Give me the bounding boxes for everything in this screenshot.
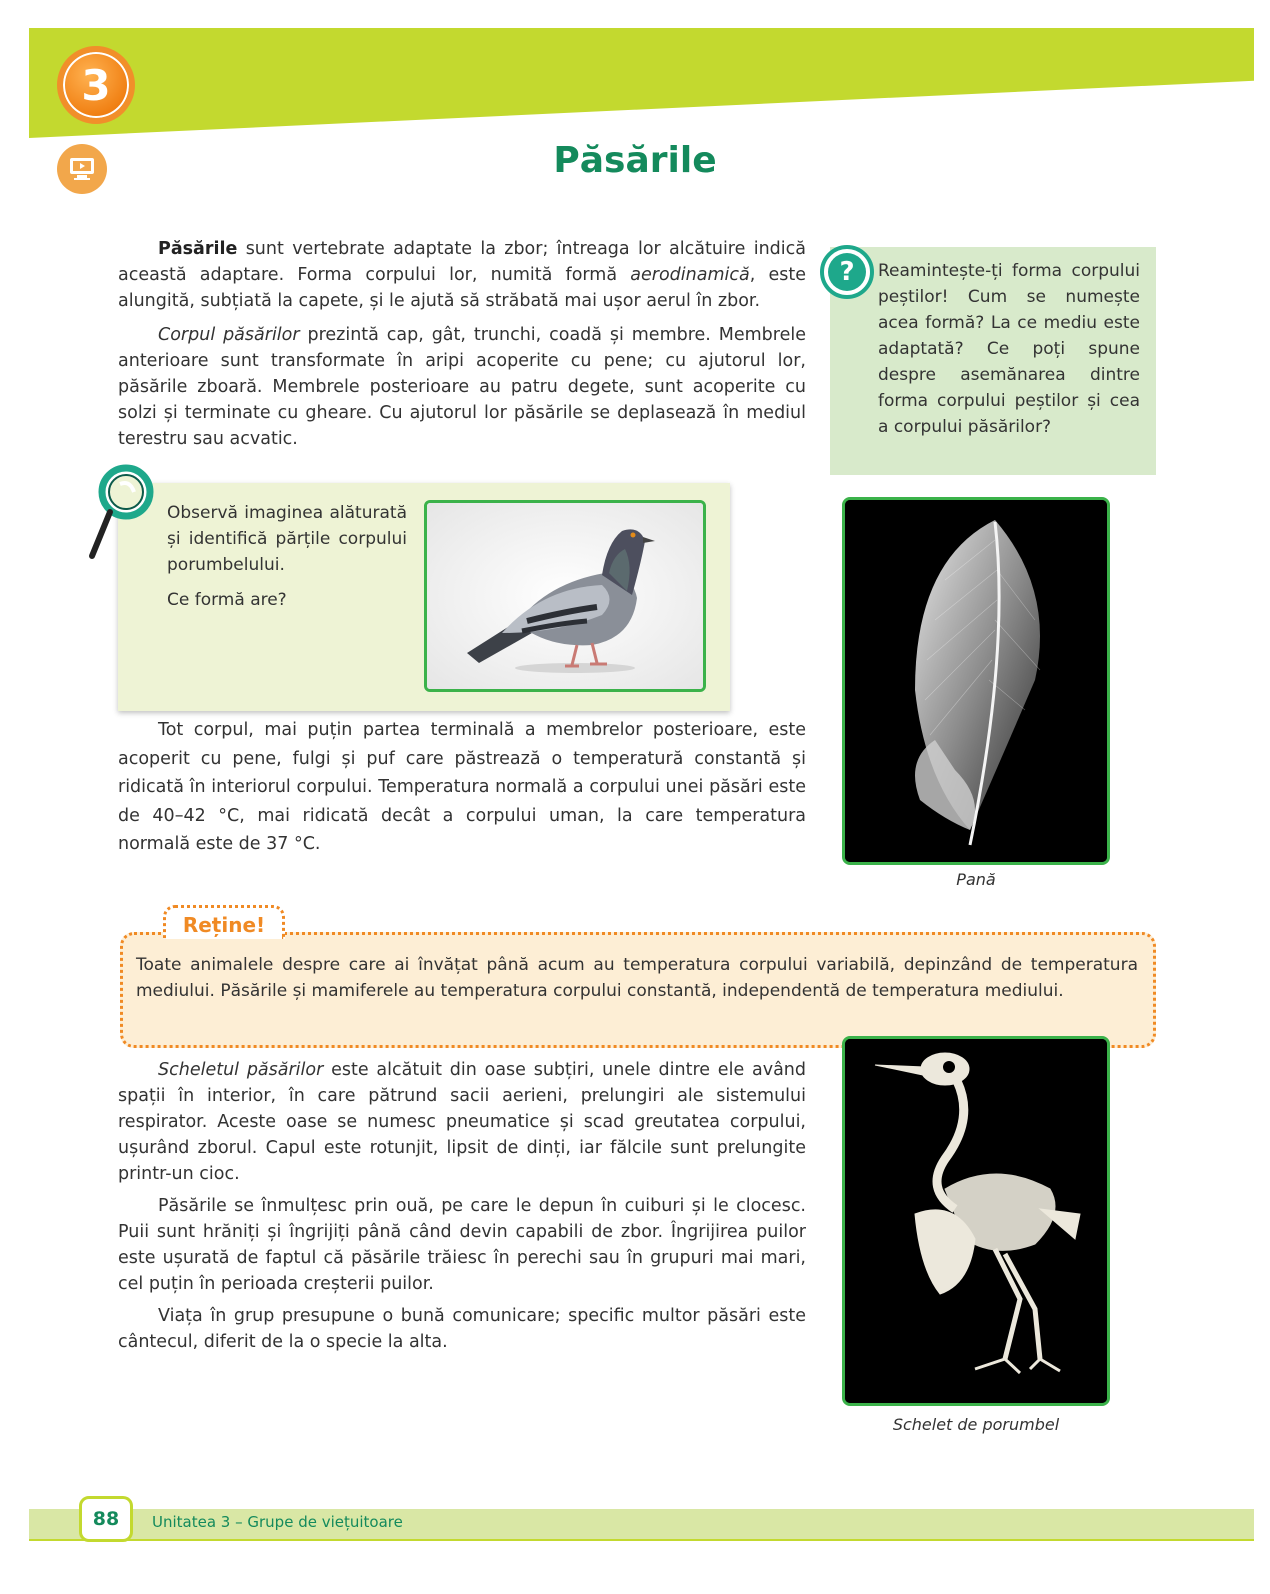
- chapter-badge: [57, 46, 135, 124]
- feathers-text: Tot corpul, mai puțin partea terminală a membrelor posterioare, este acoperit cu pene, fulgi și puf care păstrează o temperatură constantă și ridicată în interiorul corpului. Temperatura normală a corpului unei păsări este de 40–42 °C, mai ridicată decât a corpului uman, la care temperatura normală este de 37 °C.: [118, 720, 806, 855]
- feather-illustration: [845, 500, 1107, 862]
- intro-paragraph-2: [118, 322, 806, 452]
- body-parts-text: prezintă cap, gât, trunchi, coadă și membre. Membrele anterioare sunt transformate în aripi acoperite cu pene; cu ajutorul lor, păsările zboară. Membrele posterioare au patru degete, sunt acoperite cu solzi și terminate cu gheare. Cu ajutorul lor păsările se deplasează în mediul terestru sau acvatic.: [118, 325, 806, 449]
- skeleton-photo: [842, 1036, 1110, 1406]
- paragraph-feathers: [118, 716, 806, 859]
- communication-text: Viața în grup presupune o bună comunicare; specific multor păsări este cântecul, diferit de la o specie la alta.: [118, 1306, 806, 1352]
- feather-photo: [842, 497, 1110, 865]
- paragraph-communication: [118, 1303, 806, 1355]
- remember-label: Reține!: [163, 905, 285, 939]
- chapter-number: 3: [81, 60, 111, 110]
- paragraph-skeleton: [118, 1057, 806, 1187]
- term-aerodinamica: aerodinamică: [630, 265, 750, 285]
- intro-text-b: , este alungită, subțiată la capete, și le ajută să străbată mai ușor aerul în zbor.: [118, 265, 807, 311]
- observe-instruction: Observă imaginea alăturată și identifică părțile corpului porumbelului.: [167, 503, 407, 575]
- pigeon-image: [424, 500, 706, 692]
- skeleton-caption: Schelet de porumbel: [892, 1415, 1060, 1434]
- term-corpul-pasarilor: Corpul păsărilor: [158, 325, 300, 345]
- intro-text-a: sunt vertebrate adaptate la zbor; întreaga lor alcătuire indică această adaptare. Forma corpului lor, numită formă: [118, 239, 806, 285]
- skeleton-text: este alcătuit din oase subțiri, unele dintre ele având spații în interior, în care pătrund sacii aerieni, prelungiri ale sistemului respirator. Aceste oase se numesc pneumatice și scad greutatea corpului, ușurând zborul. Capul este rotunjit, lipsit de dinți, iar fălcile sunt prelungite printr-un cioc.: [118, 1060, 806, 1184]
- term-scheletul-pasarilor: Scheletul păsărilor: [158, 1060, 324, 1080]
- observe-question: Ce formă are?: [167, 590, 287, 610]
- reproduction-text: Păsările se înmulțesc prin ouă, pe care le depun în cuiburi și le clocesc. Puii sunt hrăniți și îngrijiți până când devin capabili de zbor. Îngrijirea puilor este ușurată de faptul că păsările trăiesc în perechi sau în grupuri mai mari, cel puțin în perioada creșterii puilor.: [118, 1196, 806, 1294]
- term-pasarile: Păsările: [158, 239, 238, 259]
- magnifier-icon: [86, 462, 156, 562]
- page-number: 88: [79, 1496, 133, 1542]
- question-text: Reamintește-ți forma corpului peștilor! Cum se numește acea formă? La ce mediu este adaptată? Ce poți spune despre asemănarea dintre forma corpului peștilor și cea a corpului păsărilor?: [878, 261, 1140, 437]
- pigeon-illustration: [427, 503, 703, 689]
- feather-caption: Pană: [956, 870, 996, 889]
- intro-paragraph-1: [118, 236, 806, 314]
- remember-text: Toate animalele despre care ai învățat până acum au temperatura corpului variabilă, depinzând de temperatura mediului. Păsările și mamiferele au temperatura corpului constantă, independentă de temperatura mediului.: [136, 955, 1138, 1001]
- question-mark-icon: ?: [820, 245, 874, 299]
- paragraph-reproduction: [118, 1193, 806, 1297]
- page-title: Păsările: [553, 140, 717, 181]
- header-band: [29, 28, 1254, 138]
- footer-unit-text: Unitatea 3 – Grupe de viețuitoare: [152, 1513, 403, 1531]
- skeleton-illustration: [845, 1039, 1107, 1403]
